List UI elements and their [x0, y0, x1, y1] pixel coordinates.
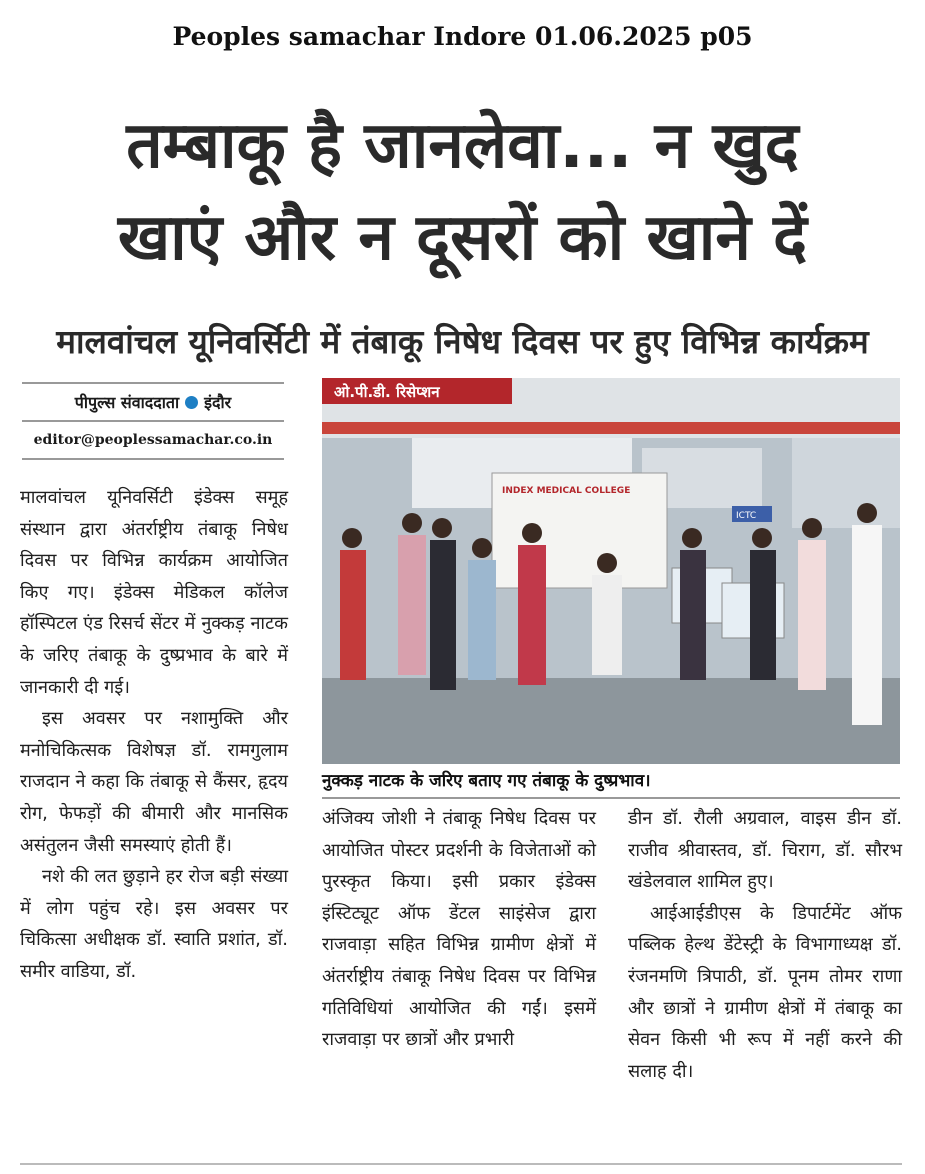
paragraph: अंजिक्य जोशी ने तंबाकू निषेध दिवस पर आयोजित पोस्टर प्रदर्शनी के विजेताओं को पुरस्कृत किया। इसी प्रकार इंडेक्स इंस्टिट्यूट ऑफ डेंटल साइंसेज द्वारा राजवाड़ा सहित विभिन्न ग्रामीण क्षेत्रों में अंतर्राष्ट्रीय तंबाकू निषेध दिवस पर विभिन्न गतिविधियां आयोजित की गईं। इसमें राजवाड़ा पर छात्रों और प्रभारी — [322, 808, 596, 1051]
headline-line-1: तम्बाकू है जानलेवा... न खुद — [126, 109, 799, 183]
photo-caption: नुक्कड़ नाटक के जरिए बताए गए तंबाकू के दुष्प्रभाव। — [322, 768, 900, 799]
subheadline: मालवांचल यूनिवर्सिटी में तंबाकू निषेध दिवस पर हुए विभिन्न कार्यक्रम — [56, 322, 869, 361]
paragraph: नशे की लत छुड़ाने हर रोज बड़ी संख्या में लोग पहुंच रहे। इस अवसर पर चिकित्सा अधीक्षक डॉ. स्वाति प्रशांत, डॉ. समीर वाडिया, डॉ. — [20, 866, 288, 982]
paragraph: डीन डॉ. रौली अग्रवाल, वाइस डीन डॉ. राजीव श्रीवास्तव, डॉ. चिराग, डॉ. सौरभ खंडेलवाल शामिल हुए। — [628, 808, 902, 893]
paragraph: आईआईडीएस के डिपार्टमेंट ऑफ पब्लिक हेल्थ डेंटेस्ट्री के विभागाध्यक्ष डॉ. रंजनमणि त्रिपाठी, डॉ. पूनम तोमर राणा और छात्रों ने ग्रामीण क्षेत्रों में तंबाकू का सेवन किसी भी रूप में नहीं करने की सलाह दी। — [628, 902, 902, 1082]
opd-banner-text: ओ.पी.डी. रिसेप्शन — [334, 383, 440, 401]
article-column-3 — [628, 803, 902, 1087]
room-sign-text: ICTC — [736, 511, 757, 521]
college-banner-text: INDEX MEDICAL COLLEGE — [502, 486, 631, 496]
paragraph: मालवांचल यूनिवर्सिटी इंडेक्स समूह संस्थान द्वारा अंतर्राष्ट्रीय तंबाकू निषेध दिवस पर विभिन्न कार्यक्रम आयोजित किए गए। इंडेक्स मेडिकल कॉलेज हॉस्पिटल एंड रिसर्च सेंटर में नुक्कड़ नाटक के जरिए तंबाकू के दुष्प्रभाव के बारे में जानकारी दी गई। — [20, 487, 288, 698]
photo-illustration — [322, 378, 900, 764]
bottom-divider — [20, 1163, 902, 1165]
byline-author: पीपुल्स संवाददाता — [74, 393, 180, 412]
article-column-1 — [20, 482, 288, 988]
paragraph: इस अवसर पर नशामुक्ति और मनोचिकित्सक विशेषज्ञ डॉ. रामगुलाम राजदान ने कहा कि तंबाकू से कैंसर, हृदय रोग, फेफड़ों की बीमारी और मानसिक असंतुलन जैसी समस्याएं होती हैं। — [20, 708, 288, 856]
bullet-dot-icon — [185, 396, 198, 409]
article-column-2 — [322, 803, 596, 1056]
contact-email: editor@peoplessamachar.co.in — [33, 432, 273, 448]
headline-line-2: खाएं और न दूसरों को खाने दें — [117, 201, 808, 275]
divider — [22, 458, 284, 460]
headline — [20, 100, 905, 284]
byline — [22, 382, 284, 422]
news-photo — [322, 378, 900, 764]
byline-city: इंदौर — [204, 393, 232, 412]
source-line: Peoples samachar Indore 01.06.2025 p05 — [172, 22, 753, 51]
